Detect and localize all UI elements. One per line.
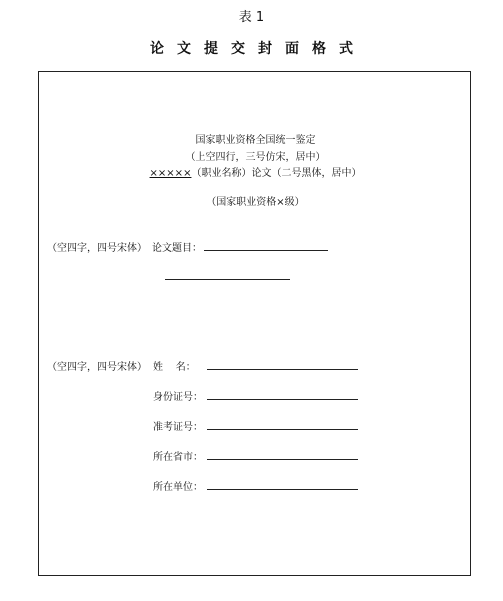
- cover-line-3-text: （职业名称）论文（二号黑体，居中）: [191, 168, 362, 179]
- exam-number-label: 准考证号：: [153, 422, 203, 433]
- province-label: 所在省市：: [153, 452, 203, 463]
- cover-line-1: 国家职业资格全国统一鉴定: [195, 135, 316, 146]
- topic-blank-line-1: [204, 239, 328, 251]
- cover-line-3: [39, 164, 472, 179]
- page-title: 论文提交封面格式: [150, 41, 366, 57]
- cover-line-4: （国家职业资格×级）: [206, 197, 305, 208]
- cover-line-2: （上空四行，三号仿宋，居中）: [185, 152, 326, 163]
- id-number-blank-line: [207, 388, 358, 400]
- id-number-label: 身份证号：: [153, 392, 203, 403]
- employer-label: 所在单位：: [153, 482, 203, 493]
- topic-label: 论文题目：: [152, 243, 202, 254]
- topic-note: （空四字，四号宋体）: [47, 243, 147, 254]
- topic-blank-line-2: [165, 268, 290, 280]
- employer-blank-line: [207, 478, 358, 490]
- province-blank-line: [207, 448, 358, 460]
- table-number: 表 1: [238, 10, 265, 25]
- info-note: （空四字，四号宋体）: [47, 362, 147, 373]
- cover-frame: [38, 71, 471, 576]
- occupation-placeholder: ×××××: [149, 168, 192, 179]
- exam-number-blank-line: [207, 418, 358, 430]
- name-label: 姓 名：: [153, 362, 196, 373]
- name-blank-line: [207, 358, 358, 370]
